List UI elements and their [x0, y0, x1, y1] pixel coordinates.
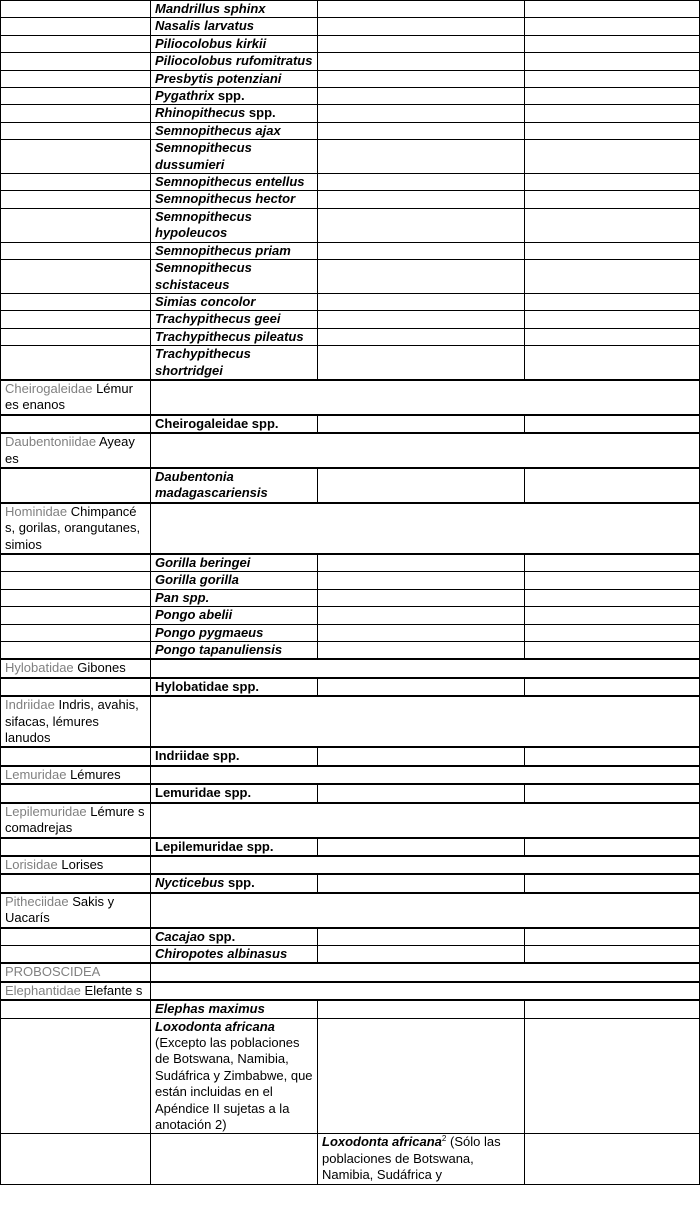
table-row [1, 433, 700, 468]
table-row [1, 35, 700, 52]
order-family-cell [1, 70, 151, 87]
appendix-ii-cell [318, 260, 525, 294]
order-name: PROBOSCIDEA [5, 964, 101, 980]
appendix-ii-cell [318, 1134, 525, 1184]
appendix-ii-cell [318, 838, 525, 856]
appendix-ii-cell [318, 70, 525, 87]
appendix-i-cell [151, 1134, 318, 1184]
table-row [1, 260, 700, 294]
appendix-i-cell [151, 624, 318, 641]
species-name: Semnopithecus ajax [155, 122, 281, 138]
species-name: Cacajao [155, 928, 205, 944]
species-name: Pongo pygmaeus [155, 624, 264, 640]
family-span-cell [151, 433, 700, 468]
appendix-iii-cell [525, 70, 700, 87]
appendix-i-cell [151, 784, 318, 802]
footnote-marker: 2 [441, 1134, 447, 1144]
appendix-iii-cell [525, 311, 700, 328]
species-name: Piliocolobus kirkii [155, 35, 267, 51]
appendix-i-cell [151, 554, 318, 572]
species-name: Semnopithecus schistaceus [155, 260, 252, 292]
table-row [1, 589, 700, 606]
appendix-i-cell [151, 174, 318, 191]
family-cell [1, 856, 151, 874]
appendix-ii-cell [318, 747, 525, 765]
family-span-cell [151, 659, 700, 677]
species-name: Semnopithecus hypoleucos [155, 208, 252, 241]
appendix-ii-cell [318, 945, 525, 963]
family-spp-name: Lepilemuridae spp. [155, 838, 274, 854]
appendix-i-cell [151, 260, 318, 294]
common-name: Chimpancé s, gorilas, orangutanes, simios [5, 503, 141, 552]
table-row [1, 1, 700, 18]
appendix-i-cell [151, 311, 318, 328]
appendix-iii-cell [525, 260, 700, 294]
table-row [1, 88, 700, 105]
order-family-cell [1, 242, 151, 259]
species-name: Simias concolor [155, 293, 256, 309]
common-name: Lémur es enanos [5, 380, 133, 413]
appendix-ii-cell [318, 1000, 525, 1018]
spp-suffix: spp. [204, 928, 236, 944]
table-row [1, 893, 700, 928]
family-span-cell [151, 803, 700, 838]
order-family-cell [1, 1134, 151, 1184]
table-row [1, 747, 700, 765]
appendix-iii-cell [525, 838, 700, 856]
order-family-cell [1, 346, 151, 380]
appendix-i-cell [151, 678, 318, 696]
family-span-cell [151, 893, 700, 928]
species-name: Piliocolobus rufomitratus [155, 53, 313, 69]
order-family-cell [1, 945, 151, 963]
order-family-cell [1, 784, 151, 802]
table-row [1, 293, 700, 310]
appendix-i-cell [151, 242, 318, 259]
table-row [1, 140, 700, 174]
appendix-ii-cell [318, 589, 525, 606]
appendix-ii-cell [318, 174, 525, 191]
appendix-ii-cell [318, 468, 525, 503]
appendix-i-cell [151, 1000, 318, 1018]
appendix-iii-cell [525, 1000, 700, 1018]
appendix-i-cell [151, 945, 318, 963]
table-row [1, 1018, 700, 1134]
table-row [1, 856, 700, 874]
table-row [1, 766, 700, 784]
appendix-i-cell [151, 1, 318, 18]
table-row [1, 607, 700, 624]
order-family-cell [1, 589, 151, 606]
order-family-cell [1, 88, 151, 105]
appendix-ii-cell [318, 140, 525, 174]
appendix-ii-cell [318, 242, 525, 259]
family-spp-name: Indriidae spp. [155, 748, 240, 764]
species-name: Pygathrix [155, 88, 215, 104]
species-name: Semnopithecus priam [155, 242, 291, 258]
appendix-iii-cell [525, 88, 700, 105]
order-family-cell [1, 607, 151, 624]
order-span-cell [151, 963, 700, 981]
appendix-ii-cell [318, 18, 525, 35]
common-name: Lémure s comadrejas [5, 803, 145, 836]
table-row [1, 503, 700, 554]
appendix-iii-cell [525, 468, 700, 503]
table-row [1, 624, 700, 641]
species-name: Daubentonia madagascariensis [155, 468, 268, 501]
family-spp-name: Lemuridae spp. [155, 785, 252, 801]
species-name: Trachypithecus pileatus [155, 328, 304, 344]
common-name: Gibones [77, 660, 126, 676]
appendix-i-cell [151, 928, 318, 946]
table-row [1, 554, 700, 572]
table-row [1, 415, 700, 433]
family-spp-name: Hylobatidae spp. [155, 678, 260, 694]
appendix-i-cell [151, 607, 318, 624]
order-family-cell [1, 1000, 151, 1018]
appendix-ii-cell [318, 784, 525, 802]
order-family-cell [1, 140, 151, 174]
order-family-cell [1, 468, 151, 503]
order-family-cell [1, 191, 151, 208]
table-row [1, 803, 700, 838]
family-span-cell [151, 766, 700, 784]
appendix-i-cell [151, 70, 318, 87]
table-row [1, 380, 700, 415]
appendix-iii-cell [525, 140, 700, 174]
species-name: Chiropotes albinasus [155, 945, 288, 961]
table-row [1, 963, 700, 981]
appendix-iii-cell [525, 328, 700, 345]
species-name: Trachypithecus shortridgei [155, 346, 251, 378]
appendix-iii-cell [525, 105, 700, 122]
species-note: (Sólo las poblaciones de Botswana, Namibia, Sudáfrica y [322, 1134, 501, 1183]
common-name: Ayeay es [5, 434, 135, 466]
appendix-iii-cell [525, 607, 700, 624]
common-name: Elefante s [84, 982, 143, 998]
family-name: Cheirogaleidae [5, 380, 93, 396]
table-row [1, 696, 700, 747]
species-name: Pongo abelii [155, 607, 233, 623]
table-row [1, 311, 700, 328]
appendix-iii-cell [525, 242, 700, 259]
appendix-i-cell [151, 1018, 318, 1134]
appendix-ii-cell [318, 928, 525, 946]
species-name: Semnopithecus entellus [155, 174, 305, 190]
appendix-iii-cell [525, 191, 700, 208]
appendix-ii-cell [318, 678, 525, 696]
table-row [1, 208, 700, 242]
order-family-cell [1, 838, 151, 856]
table-row [1, 784, 700, 802]
table-row [1, 174, 700, 191]
species-name: Trachypithecus geei [155, 311, 281, 327]
appendix-i-cell [151, 415, 318, 433]
order-family-cell [1, 1018, 151, 1134]
spp-suffix: spp. [245, 105, 276, 121]
common-name: Lorises [61, 856, 104, 872]
appendix-ii-cell [318, 415, 525, 433]
table-row [1, 928, 700, 946]
species-name: Semnopithecus dussumieri [155, 140, 252, 172]
species-name: Gorilla gorilla [155, 572, 239, 588]
species-name: Gorilla beringei [155, 555, 251, 570]
appendix-i-cell [151, 105, 318, 122]
family-span-cell [151, 380, 700, 415]
family-cell [1, 982, 151, 1000]
appendix-iii-cell [525, 346, 700, 380]
table-row [1, 642, 700, 660]
appendix-ii-cell [318, 35, 525, 52]
appendix-i-cell [151, 53, 318, 70]
appendix-ii-cell [318, 874, 525, 892]
family-name: Pitheciidae [5, 893, 69, 909]
family-name: Indriidae [5, 697, 55, 713]
family-cell [1, 803, 151, 838]
species-name: Mandrillus sphinx [155, 1, 266, 16]
appendix-i-cell [151, 642, 318, 660]
table-row [1, 874, 700, 892]
appendix-i-cell [151, 140, 318, 174]
family-name: Lorisidae [5, 856, 58, 872]
family-span-cell [151, 982, 700, 1000]
table-row [1, 53, 700, 70]
appendix-i-cell [151, 122, 318, 139]
appendix-ii-cell [318, 105, 525, 122]
appendix-i-cell [151, 328, 318, 345]
appendix-ii-cell [318, 191, 525, 208]
appendix-ii-cell [318, 122, 525, 139]
appendix-ii-cell [318, 554, 525, 572]
appendix-i-cell [151, 346, 318, 380]
appendix-ii-cell [318, 53, 525, 70]
table-row [1, 659, 700, 677]
order-family-cell [1, 35, 151, 52]
table-row [1, 468, 700, 503]
order-cell [1, 963, 151, 981]
family-cell [1, 433, 151, 468]
spp-suffix: spp. [178, 589, 210, 605]
appendix-iii-cell [525, 928, 700, 946]
appendix-i-cell [151, 572, 318, 589]
species-name: Semnopithecus hector [155, 191, 296, 207]
appendix-ii-cell [318, 328, 525, 345]
appendix-iii-cell [525, 572, 700, 589]
order-family-cell [1, 174, 151, 191]
order-family-cell [1, 642, 151, 660]
order-family-cell [1, 928, 151, 946]
appendix-iii-cell [525, 1, 700, 18]
appendix-i-cell [151, 747, 318, 765]
appendix-iii-cell [525, 589, 700, 606]
appendix-i-cell [151, 18, 318, 35]
species-name: Pongo tapanuliensis [155, 642, 283, 658]
order-family-cell [1, 624, 151, 641]
species-name: Pan [155, 589, 179, 605]
order-family-cell [1, 53, 151, 70]
family-cell [1, 893, 151, 928]
table-row [1, 1000, 700, 1018]
order-family-cell [1, 874, 151, 892]
order-family-cell [1, 260, 151, 294]
order-family-cell [1, 105, 151, 122]
order-family-cell [1, 18, 151, 35]
appendix-i-cell [151, 468, 318, 503]
family-span-cell [151, 696, 700, 747]
order-family-cell [1, 1, 151, 18]
appendix-iii-cell [525, 35, 700, 52]
appendix-iii-cell [525, 945, 700, 963]
family-cell [1, 696, 151, 747]
appendix-i-cell [151, 874, 318, 892]
family-cell [1, 503, 151, 554]
appendix-iii-cell [525, 642, 700, 660]
appendix-ii-cell [318, 293, 525, 310]
appendix-i-cell [151, 208, 318, 242]
appendix-i-cell [151, 88, 318, 105]
order-family-cell [1, 554, 151, 572]
appendix-ii-cell [318, 346, 525, 380]
family-cell [1, 766, 151, 784]
appendix-iii-cell [525, 208, 700, 242]
appendix-ii-cell [318, 624, 525, 641]
table-row [1, 328, 700, 345]
order-family-cell [1, 208, 151, 242]
appendix-i-cell [151, 191, 318, 208]
species-name: Loxodonta africana [322, 1134, 442, 1150]
appendix-ii-cell [318, 1, 525, 18]
family-name: Hylobatidae [5, 660, 74, 676]
appendix-ii-cell [318, 642, 525, 660]
appendix-iii-cell [525, 554, 700, 572]
common-name: Lémures [70, 766, 121, 782]
table-row [1, 838, 700, 856]
species-name: Rhinopithecus [155, 105, 246, 121]
table-row [1, 18, 700, 35]
spp-suffix: spp. [224, 875, 255, 891]
common-name: Indris, avahis, sifacas, lémures lanudos [5, 697, 139, 746]
species-name: Presbytis potenziani [155, 70, 282, 86]
order-family-cell [1, 328, 151, 345]
appendix-i-cell [151, 589, 318, 606]
appendix-iii-cell [525, 18, 700, 35]
appendix-iii-cell [525, 174, 700, 191]
family-name: Lepilemuridae [5, 803, 87, 819]
table-row [1, 572, 700, 589]
table-row [1, 346, 700, 380]
spp-suffix: spp. [214, 88, 245, 104]
appendix-iii-cell [525, 784, 700, 802]
order-family-cell [1, 311, 151, 328]
order-family-cell [1, 293, 151, 310]
family-name: Hominidae [5, 503, 68, 519]
appendix-iii-cell [525, 874, 700, 892]
appendix-ii-cell [318, 572, 525, 589]
order-family-cell [1, 678, 151, 696]
species-note: (Excepto las poblaciones de Botswana, Namibia, Sudáfrica y Zimbabwe, que están incluidas en el Apéndice II sujetas a la anotación 2) [155, 1034, 313, 1132]
table-row [1, 678, 700, 696]
family-span-cell [151, 503, 700, 554]
family-name: Daubentoniidae [5, 434, 97, 450]
family-name: Lemuridae [5, 766, 67, 782]
family-cell [1, 380, 151, 415]
appendix-ii-cell [318, 1018, 525, 1134]
appendix-iii-cell [525, 747, 700, 765]
table-row [1, 1134, 700, 1184]
order-family-cell [1, 572, 151, 589]
table-row [1, 105, 700, 122]
appendix-iii-cell [525, 53, 700, 70]
family-cell [1, 659, 151, 677]
appendix-iii-cell [525, 1134, 700, 1184]
appendix-i-cell [151, 35, 318, 52]
appendix-iii-cell [525, 1018, 700, 1134]
family-spp-name: Cheirogaleidae spp. [155, 415, 279, 431]
species-name: Nasalis larvatus [155, 18, 255, 34]
appendix-iii-cell [525, 624, 700, 641]
appendix-iii-cell [525, 415, 700, 433]
order-family-cell [1, 122, 151, 139]
appendix-ii-cell [318, 607, 525, 624]
order-family-cell [1, 415, 151, 433]
appendix-iii-cell [525, 293, 700, 310]
appendix-ii-cell [318, 88, 525, 105]
table-row [1, 945, 700, 963]
family-name: Elephantidae [5, 982, 81, 998]
appendix-i-cell [151, 293, 318, 310]
order-family-cell [1, 747, 151, 765]
appendix-i-cell [151, 838, 318, 856]
table-row [1, 122, 700, 139]
species-name: Loxodonta africana [155, 1018, 275, 1034]
appendix-ii-cell [318, 208, 525, 242]
table-row [1, 242, 700, 259]
table-row [1, 982, 700, 1000]
species-name: Elephas maximus [155, 1001, 265, 1017]
table-row [1, 191, 700, 208]
appendix-iii-cell [525, 122, 700, 139]
common-name: Sakis y Uacarís [5, 893, 115, 926]
species-name: Nycticebus [155, 875, 225, 891]
appendix-iii-cell [525, 678, 700, 696]
family-span-cell [151, 856, 700, 874]
table-row [1, 70, 700, 87]
appendix-ii-cell [318, 311, 525, 328]
